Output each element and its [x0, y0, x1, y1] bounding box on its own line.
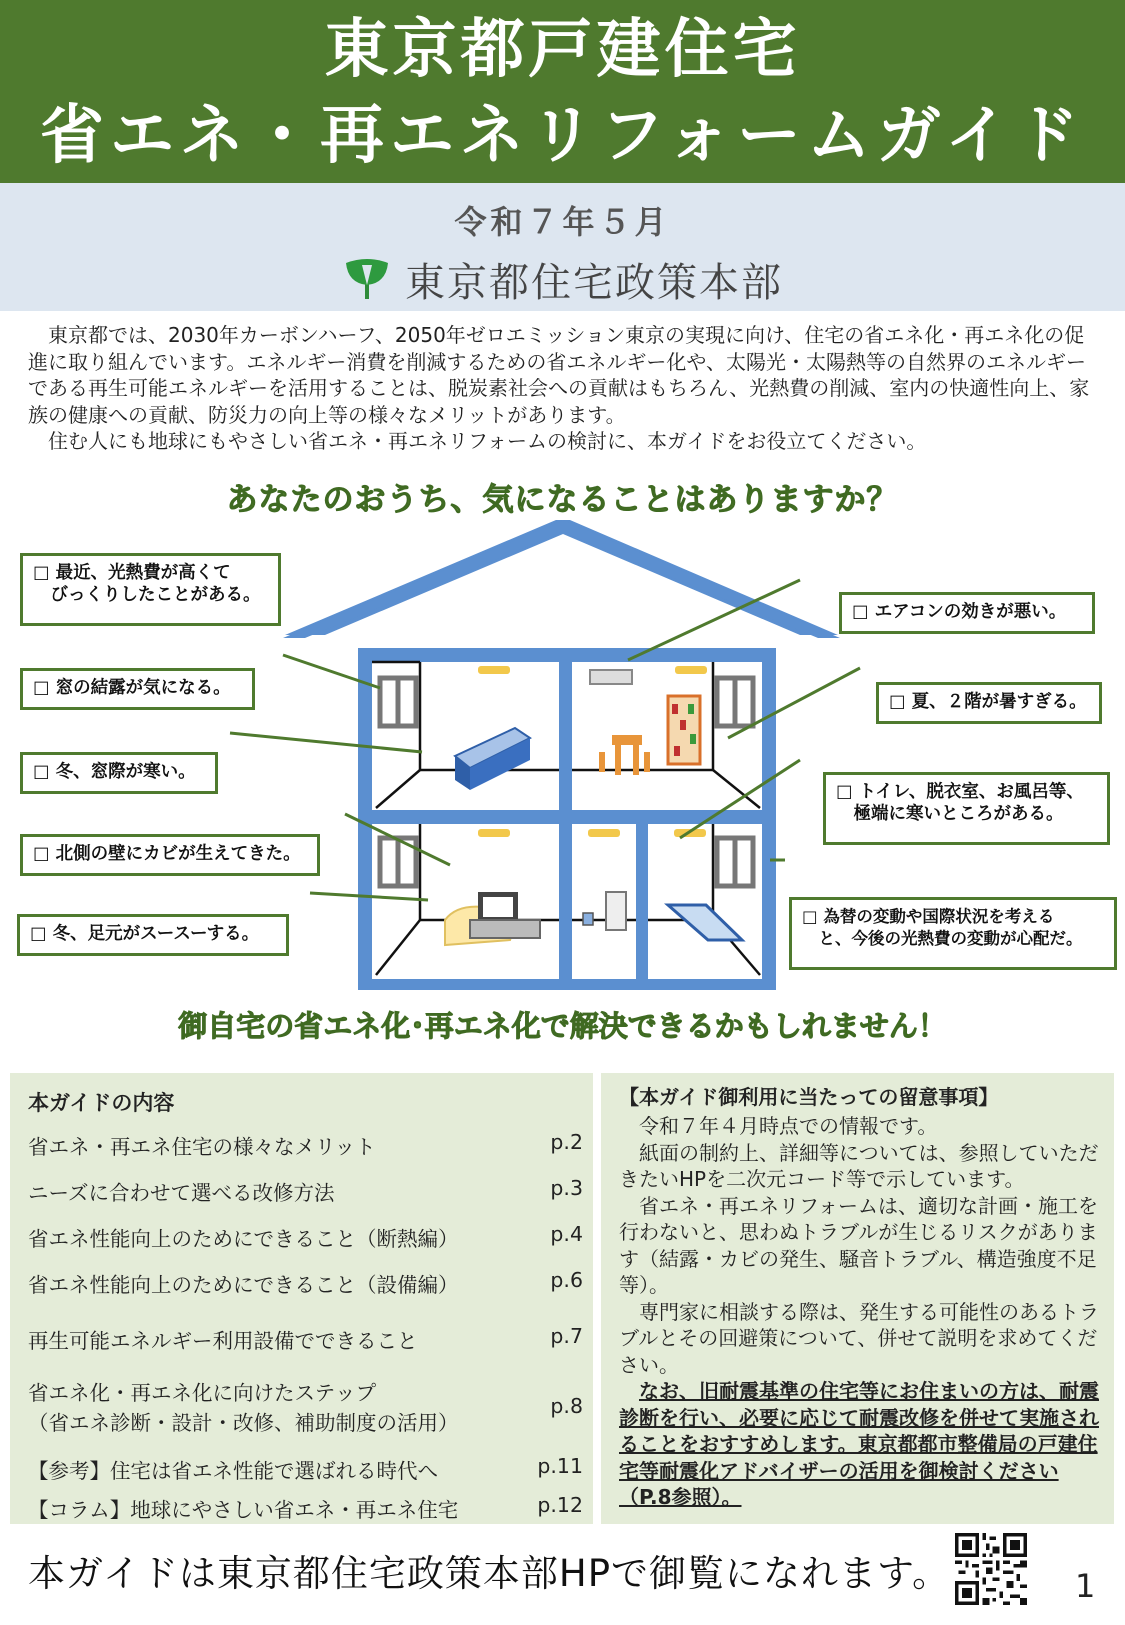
toc-page: p.4	[550, 1222, 583, 1246]
check-item-drafty-floor[interactable]	[17, 914, 289, 956]
toc-item[interactable]	[28, 1493, 583, 1523]
toc-item[interactable]	[28, 1130, 583, 1160]
note-paragraph: 令和７年４月時点での情報です。	[639, 1114, 938, 1138]
intro-text	[28, 322, 1098, 455]
note-paragraph: 紙面の制約上、詳細等については、参照していただきたいHPを二次元コード等で示しています。	[619, 1140, 1099, 1191]
toc-item[interactable]	[28, 1268, 583, 1298]
toc-item[interactable]	[28, 1176, 583, 1206]
check-item-energy-price[interactable]	[789, 897, 1117, 970]
toc-label: 省エネ性能向上のためにできること（設備編）	[28, 1273, 459, 1297]
check-item-text: □ 冬、足元がスースーする。	[30, 924, 260, 944]
toc-page: p.6	[550, 1268, 583, 1292]
toc-label: 省エネ化・再エネ化に向けたステップ	[28, 1381, 377, 1405]
title-band	[0, 0, 1125, 183]
check-item-cold-rooms[interactable]	[823, 772, 1110, 845]
note-paragraph-emphasis: なお、旧耐震基準の住宅等にお住まいの方は、耐震診断を行い、必要に応じて耐震改修を併せて実施されることをおすすめします。東京都都市整備局の戸建住宅等耐震化アドバイザーの活用を御検討ください（P.8参照）。	[619, 1379, 1099, 1509]
toc-item[interactable]	[28, 1324, 583, 1354]
organization-name: 東京都住宅政策本部	[405, 260, 783, 306]
toc-page: p.7	[550, 1324, 583, 1348]
usage-notes	[601, 1073, 1114, 1524]
toc-page: p.12	[537, 1493, 583, 1517]
title-line-2: 省エネ・再エネリフォームガイド	[40, 99, 1085, 173]
toc-label: 省エネ・再エネ住宅の様々なメリット	[28, 1135, 376, 1159]
note-paragraph: 省エネ・再エネリフォームは、適切な計画・施工を行わないと、思わぬトラブルが生じるリスクがあります（結露・カビの発生、騒音トラブル、構造強度不足等）。	[619, 1193, 1098, 1297]
checklist-heading: あなたのおうち、気になることはありますか？	[226, 482, 899, 518]
check-item-text: □ 最近、光熱費が高くて	[33, 563, 231, 583]
ginkgo-logo-icon	[342, 253, 392, 303]
page-number: 1	[1075, 1567, 1096, 1605]
checklist-conclusion: 御自宅の省エネ化･再エネ化で解決できるかもしれません！	[178, 1009, 947, 1043]
toc-page: p.3	[550, 1176, 583, 1200]
title-line-1: 東京都戸建住宅	[324, 13, 801, 87]
subtitle-band	[0, 183, 1125, 311]
check-item-text: と、今後の光熱費の変動が心配だ。	[802, 929, 1083, 948]
check-item-text: □ 北側の壁にカビが生えてきた。	[33, 844, 301, 864]
notes-heading: 【本ガイド御利用に当たっての留意事項】	[619, 1085, 999, 1109]
footer-text: 本ガイドは東京都住宅政策本部HPで御覧になれます。	[28, 1552, 951, 1595]
table-of-contents	[10, 1073, 593, 1524]
check-item-aircon[interactable]	[839, 592, 1095, 634]
toc-item[interactable]	[28, 1222, 583, 1252]
toc-item[interactable]	[28, 1454, 583, 1484]
toc-page: p.2	[550, 1130, 583, 1154]
intro-paragraph-1: 東京都では、2030年カーボンハーフ、2050年ゼロエミッション東京の実現に向け、住宅の省エネ化・再エネ化の促進に取り組んでいます。エネルギー消費を削減するための省エネルギー化や、太陽光・太陽熱等の自然界のエネルギーである再生可能エネルギーを活用することは、脱炭素社会への貢献はもちろん、光熱費の削減、室内の快適性向上、家族の健康への貢献、防災力の向上等の様々なメリットがあります。	[28, 323, 1090, 427]
check-item-text: 極端に寒いところがある。	[836, 804, 1064, 824]
check-item-text: □ エアコンの効きが悪い。	[852, 602, 1067, 622]
check-item-mold[interactable]	[20, 834, 320, 876]
intro-paragraph-2: 住む人にも地球にもやさしい省エネ・再エネリフォームの検討に、本ガイドをお役立てください。	[48, 429, 927, 453]
toc-heading: 本ガイドの内容	[28, 1091, 175, 1115]
note-paragraph: 専門家に相談する際は、発生する可能性のあるトラブルとその回避策について、併せて説明を求めてください。	[619, 1299, 1099, 1377]
qr-code-icon[interactable]	[955, 1533, 1027, 1605]
toc-page: p.11	[537, 1454, 583, 1478]
notes-body	[619, 1113, 1104, 1511]
check-item-text: びっくりしたことがある。	[33, 585, 261, 605]
toc-label: 【参考】住宅は省エネ性能で選ばれる時代へ	[28, 1459, 438, 1483]
check-item-hot-second-floor[interactable]	[876, 682, 1102, 724]
toc-label: 再生可能エネルギー利用設備でできること	[28, 1329, 418, 1353]
toc-label: 省エネ性能向上のためにできること（断熱編）	[28, 1227, 459, 1251]
toc-label: 【コラム】地球にやさしい省エネ・再エネ住宅	[28, 1498, 459, 1522]
toc-page: p.8	[550, 1394, 583, 1418]
publication-date: 令和７年５月	[454, 203, 671, 241]
toc-item[interactable]	[28, 1376, 583, 1435]
check-item-high-bills[interactable]	[20, 553, 281, 626]
check-item-text: □ トイレ、脱衣室、お風呂等、	[836, 782, 1084, 802]
check-item-text: □ 冬、窓際が寒い。	[33, 762, 196, 782]
check-item-cold-window[interactable]	[20, 752, 218, 794]
check-item-window-condensation[interactable]	[20, 668, 255, 710]
toc-label: （省エネ診断・設計・改修、補助制度の活用）	[28, 1411, 459, 1435]
check-item-text: □ 窓の結露が気になる。	[33, 678, 231, 698]
check-item-text: □ 為替の変動や国際状況を考える	[802, 907, 1055, 926]
check-item-text: □ 夏、２階が暑すぎる。	[889, 692, 1087, 712]
toc-label: ニーズに合わせて選べる改修方法	[28, 1181, 335, 1205]
